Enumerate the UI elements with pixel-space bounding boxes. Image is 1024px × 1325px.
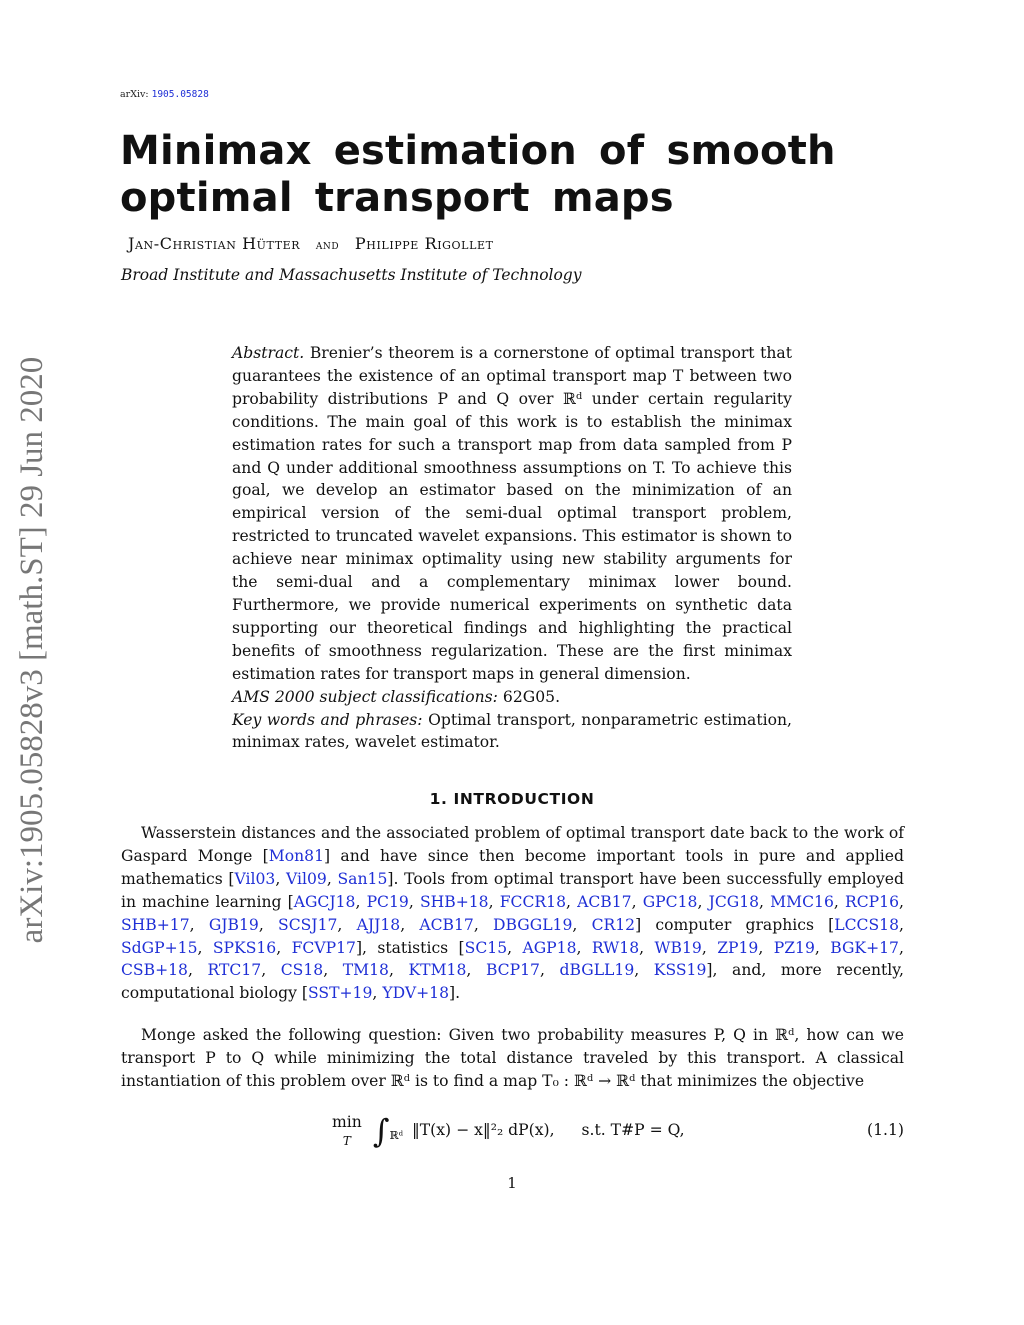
authors — [128, 234, 494, 253]
eq-min-sub: T — [342, 1134, 351, 1148]
author-2: Philippe Rigollet — [354, 234, 494, 253]
citation-group: AGCJ18, PC19, SHB+18, FCCR18, ACB17, GPC18, JCG18, MMC16, RCP16, SHB+17, GJB19, SCSJ17, AJJ18, ACB17, DBGGL19, CR12 — [121, 892, 904, 934]
author-1: Jan-Christian Hütter — [128, 234, 301, 253]
arxiv-label: arXiv: — [120, 89, 149, 100]
citation-link[interactable]: FCCR18 — [499, 892, 566, 911]
citation-link[interactable]: dBGLL19 — [559, 961, 635, 980]
citation-link[interactable]: LCCS18 — [834, 915, 900, 934]
intro-text: ], and, more recently, computational biology [ — [121, 961, 904, 1003]
citation-link[interactable]: PZ19 — [773, 938, 815, 957]
intro-text: ], statistics [ — [355, 938, 465, 957]
citation-link[interactable]: AGCJ18 — [293, 892, 356, 911]
intro-text: ] computer graphics [ — [635, 915, 835, 934]
intro-text: Monge asked the following question: Given two probability measures P, Q in ℝᵈ, how can we transport P to Q while minimizing the total distance traveled by this transport. A classical instantiation of this problem over ℝᵈ is to find a map T₀ : ℝᵈ → ℝᵈ that minimizes the objective — [121, 1026, 904, 1090]
intro-text: ] and have since then become important tools in pure and applied mathematics [ — [121, 846, 904, 888]
citation-link[interactable]: PC19 — [366, 892, 409, 911]
citation-group: LCCS18, SdGP+15, SPKS16, FCVP17 — [121, 915, 904, 957]
citation-link[interactable]: Vil09 — [286, 869, 327, 888]
citation-link[interactable]: GPC18 — [642, 892, 698, 911]
citation-group: SST+19, YDV+18 — [308, 984, 450, 1003]
keywords — [232, 709, 792, 755]
abstract-label: Abstract. — [232, 344, 305, 362]
citation-link[interactable]: RCP16 — [844, 892, 899, 911]
citation-link[interactable]: CR12 — [591, 915, 636, 934]
ams-label: AMS 2000 subject classifications: — [232, 687, 498, 706]
intro-text: ]. — [449, 984, 461, 1003]
citation-link[interactable]: ACB17 — [419, 915, 474, 934]
arxiv-id-link[interactable]: 1905.05828 — [151, 89, 209, 100]
ams-value: 62G05. — [502, 687, 561, 706]
citation-link[interactable]: RTC17 — [207, 961, 262, 980]
citation-link[interactable]: SHB+18 — [419, 892, 489, 911]
intro-paragraph-2 — [121, 1024, 904, 1093]
citation-link[interactable]: FCVP17 — [291, 938, 356, 957]
citation-link[interactable]: SC15 — [464, 938, 508, 957]
citation-link[interactable]: TM18 — [342, 961, 389, 980]
citation-link[interactable]: SCSJ17 — [278, 915, 338, 934]
section-heading: 1. INTRODUCTION — [429, 790, 595, 808]
citation-link[interactable]: WB19 — [654, 938, 702, 957]
citation-link[interactable]: GJB19 — [208, 915, 259, 934]
affiliation: Broad Institute and Massachusetts Institute of Technology — [121, 266, 582, 284]
citation-link[interactable]: KSS19 — [653, 961, 707, 980]
intro-text: Wasserstein distances and the associated problem of optimal transport date back to the work of Gaspard Monge [ — [121, 824, 904, 865]
citation-link[interactable]: ACB17 — [577, 892, 632, 911]
abstract-body — [232, 342, 792, 686]
citation-link[interactable]: Mon81 — [268, 846, 325, 865]
equation-1-1 — [0, 1112, 1024, 1152]
citation-link[interactable]: KTM18 — [408, 961, 467, 980]
intro-text: ]. Tools from optimal transport have been successfully employed in machine learning [ — [121, 869, 904, 911]
citation-link[interactable]: SPKS16 — [212, 938, 277, 957]
citation-link[interactable]: San15 — [337, 869, 388, 888]
citation-link[interactable]: AGP18 — [522, 938, 577, 957]
paper-title: Minimax estimation of smooth optimal transport maps — [120, 128, 836, 221]
citation-link[interactable]: CS18 — [280, 961, 324, 980]
citation-link[interactable]: BGK+17 — [830, 938, 899, 957]
equation-number: (1.1) — [867, 1121, 904, 1139]
citation-link[interactable]: YDV+18 — [382, 984, 450, 1003]
citation-link[interactable]: ZP19 — [717, 938, 759, 957]
eq-min: min — [332, 1113, 362, 1131]
arxiv-header — [120, 89, 209, 100]
eq-constraint: s.t. T#P = Q, — [581, 1121, 685, 1139]
authors-and: and — [315, 238, 340, 253]
keywords-label: Key words and phrases: — [232, 710, 423, 729]
citation-link[interactable]: Vil03 — [234, 869, 276, 888]
citation-link[interactable]: SHB+17 — [121, 915, 190, 934]
abstract — [232, 342, 792, 754]
keywords-value: Optimal transport, nonparametric estimation, minimax rates, wavelet estimator. — [232, 710, 792, 752]
citation-link[interactable]: SST+19 — [308, 984, 373, 1003]
eq-integral: ∫ — [372, 1112, 390, 1150]
equation-body — [332, 1112, 685, 1150]
citation-link[interactable]: AJJ18 — [356, 915, 401, 934]
eq-integrand: ‖T(x) − x‖²₂ dP(x), — [411, 1121, 555, 1139]
citation-group: SC15, AGP18, RW18, WB19, ZP19, PZ19, BGK+17, CSB+18, RTC17, CS18, TM18, KTM18, BCP17, dBGLL19, KSS19 — [121, 938, 904, 980]
page-number: 1 — [507, 1174, 517, 1192]
intro-paragraph-1 — [121, 822, 904, 1005]
citation-group — [269, 847, 324, 865]
citation-link[interactable]: RW18 — [591, 938, 640, 957]
citation-link[interactable]: JCG18 — [708, 892, 760, 911]
citation-link[interactable]: MMC16 — [770, 892, 834, 911]
abstract-text: Brenier’s theorem is a cornerstone of optimal transport that guarantees the existence of an optimal transport map T between two probability distributions P and Q over ℝᵈ under certain regularity conditions. The main goal of this work is to establish the minimax estimation rates for such a transport map from data sampled from P and Q under additional smoothness assumptions on T. To achieve this goal, we develop an estimator based on the minimization of an empirical version of the semi-dual optimal transport problem, restricted to truncated wavelet expansions. This estimator is shown to achieve near minimax optimality using new stability arguments for the semi-dual and a complementary minimax lower bound. Furthermore, we provide numerical experiments on synthetic data supporting our theoretical findings and highlighting the practical benefits of smoothness regularization. These are the first minimax estimation rates for transport maps in general dimension. — [232, 344, 792, 683]
arxiv-sidebar-stamp: arXiv:1905.05828v3 [math.ST] 29 Jun 2020 — [14, 356, 50, 944]
ams-classification — [232, 686, 792, 709]
citation-link[interactable]: DBGGL19 — [493, 915, 573, 934]
citation-link[interactable]: CSB+18 — [121, 961, 188, 980]
eq-domain: ℝᵈ — [389, 1129, 404, 1143]
citation-group: Vil03, Vil09, San15 — [234, 869, 388, 888]
citation-link[interactable]: SdGP+15 — [121, 938, 198, 957]
citation-link[interactable]: BCP17 — [485, 961, 540, 980]
